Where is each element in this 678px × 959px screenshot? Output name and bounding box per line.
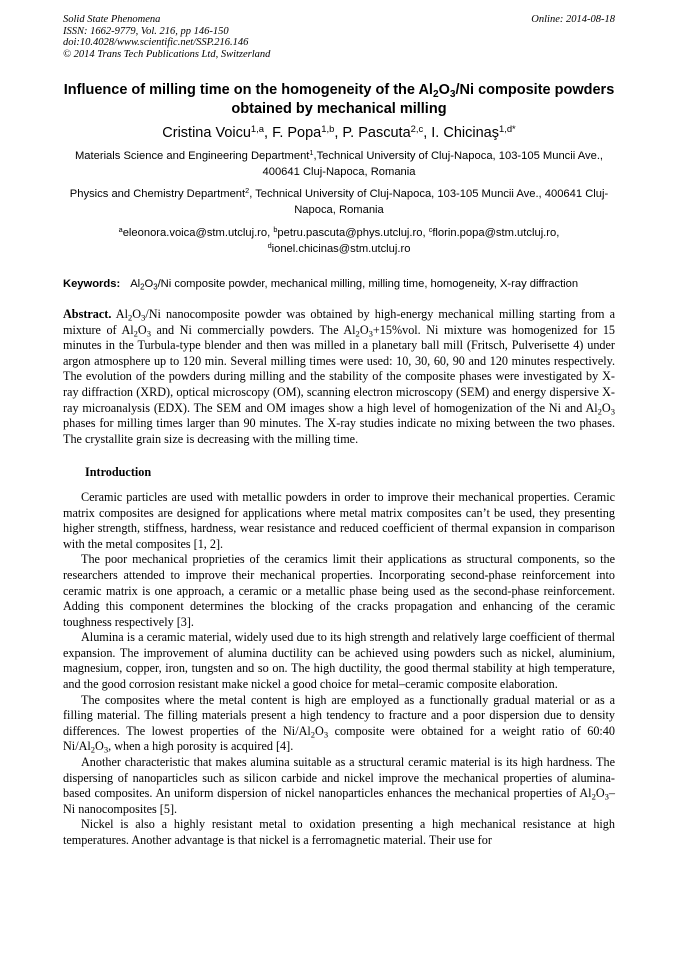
- introduction-body: [63, 490, 615, 849]
- paragraph: Alumina is a ceramic material, widely used due to its high strength and relatively large coefficient of thermal expansion. The improvement of alumina ductility can be achieved using powders such as nickel, aluminium, magnesium, copper, iron, tungsten and so on. The high ductility, the good thermal stability at high temperature, and the good corrosion resistant make nickel a good choice for metal–ceramic composite elaboration.: [63, 630, 615, 692]
- doi-line: doi:10.4028/www.scientific.net/SSP.216.146: [63, 37, 249, 48]
- abstract: Abstract. $Al_2O_3/Ni$ nanocomposite powder was obtained by high-energy mechanical milling starting from a mixture of $Al_2O_3$ and Ni commercially powders. The $Al_2O_3+15\%vol$. Ni mixture was homogenized for 15 minutes in the Turbula-type blender and then was milled in a planetary ball mill (Fritsch, Pulverisette 4) under argon atmosphere up to 120 min. Several milling times were used: 10, 30, 60, 90 and 120 minutes respectively. The evolution of the powders during milling and the stability of the composite phases were investigated by X-ray diffraction (XRD), optical microscopy (OM), scanning electron microscopy (SEM) and energy dispersive X-ray microanalysis (EDX). The SEM and OM images show a high level of homogenization of the Ni and $Al_2O_3$ phases for milling times larger than 90 minutes. The X-ray studies indicate no mixing between the two phases. The crystallite grain size is decreasing with the milling time.: [63, 307, 616, 446]
- author: Cristina Voicu: [162, 125, 251, 141]
- author-list: Cristina Voicu$^{1,a}$, F. Popa$^{1,b}$, P. Pascuta$^{2,c}$, I. Chicinaş$^{1,d*}$: [162, 122, 516, 141]
- author: P. Pascuta: [342, 125, 411, 141]
- paragraph: Another characteristic that makes alumina suitable as a structural ceramic material is its high hardness. The dispersing of nanoparticles such as silicon carbide and nickel improve the mechanical properties of alumina-based composites. An uniform dispersion of nickel nanoparticles enhances the mechanical properties of $Al_2O_3-Ni$ nanocomposites [5].: [63, 755, 615, 816]
- copyright-line: © 2014 Trans Tech Publications Ltd, Switzerland: [63, 48, 271, 60]
- email-list: $^a$eleonora.voica@stm.utcluj.ro, $^b$petru.pascuta@phys.utcluj.ro, $^c$florin.popa@stm.utcluj.ro, $^d$ionel.chicinas@stm.utcluj.ro: [118, 225, 560, 255]
- paper-page: [63, 14, 615, 849]
- abstract-label: Abstract.: [63, 307, 112, 321]
- author: I. Chicinaş: [431, 125, 499, 141]
- email-link[interactable]: ionel.chicinas@stm.utcluj.ro: [271, 242, 411, 255]
- issn-line: ISSN: 1662-9779, Vol. 216, pp 146-150: [63, 25, 229, 37]
- keywords: Keywords: $Al_2O_3/Ni$ composite powder, mechanical milling, milling time, homogeneity, X-ray diffraction: [63, 278, 579, 292]
- affiliation-2: Physics and Chemistry Department$^2$, Technical University of Cluj-Napoca, 103-105 Muncii Ave., 400641 Cluj-Napoca, Romania: [69, 186, 609, 216]
- paper-title: Influence of milling time on the homogeneity of the $Al_2O_3/Ni$ composite powders obtained by mechanical milling: [63, 82, 615, 117]
- section-heading: Introduction: [85, 465, 152, 480]
- paragraph: Nickel is also a highly resistant metal to oxidation presenting a high mechanical resistance at high temperatures. Another advantage is that nickel is a ferromagnetic material. Their use for: [63, 817, 615, 847]
- journal-name: Solid State Phenomena: [63, 14, 161, 25]
- paragraph: The poor mechanical proprieties of the ceramics limit their applications as structural components, so the researchers attended to improve their mechanical properties. Incorporating second-phase reinforcement into ceramic matrix is one approach, a ceramic or a metallic phase being used as the second-phase reinforcement. Adding this component determines the blocking of the cracks propagation and enhancing of the ceramic toughness respectively [3].: [63, 552, 615, 629]
- email-link[interactable]: petru.pascuta@phys.utcluj.ro: [277, 227, 423, 239]
- email-link[interactable]: florin.popa@stm.utcluj.ro: [432, 227, 557, 239]
- paragraph: Ceramic particles are used with metallic powders in order to improve their mechanical properties. Ceramic matrix composites are designed for applications where metal matrix composites can’t be used, they presenting higher strength, stiffness, hardness, wear resistance and reduced coefficient of thermal expansion in comparison with the metal composites [1, 2].: [63, 489, 615, 551]
- keywords-label: Keywords:: [63, 278, 121, 290]
- author: F. Popa: [272, 125, 322, 141]
- journal-header: [63, 14, 615, 60]
- affiliation-1: Materials Science and Engineering Department$^1$,Technical University of Cluj-Napoca, 103-105 Muncii Ave., 400641 Cluj-Napoca, Romania: [74, 148, 604, 178]
- email-link[interactable]: eleonora.voica@stm.utcluj.ro: [122, 227, 268, 239]
- online-date: Online: 2014-08-18: [531, 14, 615, 25]
- paragraph: The composites where the metal content is high are employed as a functionally gradual material or as a filling material. The filling materials present a high tendency to fracture and a poor dispersion due to density differences. The lowest properties of the $Ni/Al_2O_3$ composite were obtained for a weight ratio of 60:40 $Ni/Al_2O_3$, when a high porosity is acquired [4].: [63, 692, 615, 755]
